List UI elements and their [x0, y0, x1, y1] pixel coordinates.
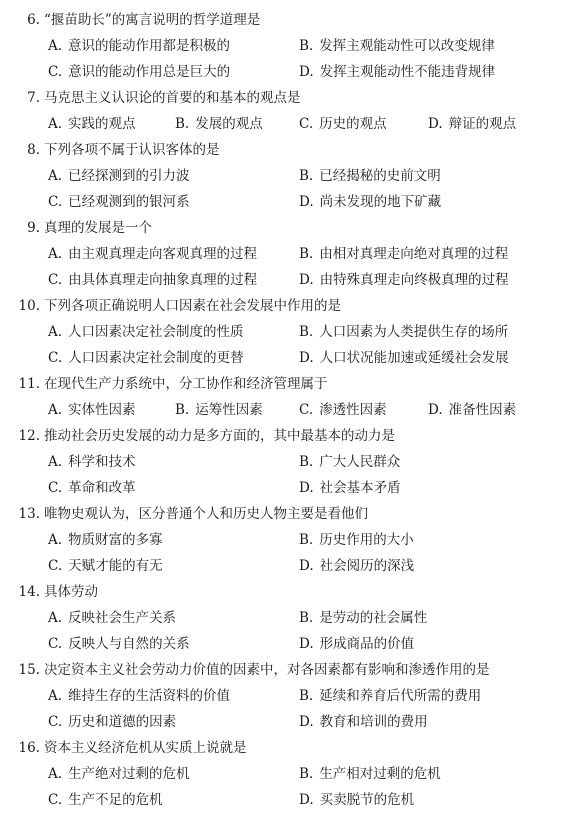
option-text: 物质财富的多寡 [68, 532, 163, 548]
option-letter: A. [48, 38, 63, 54]
answer-option[interactable] [299, 553, 414, 579]
option-letter: C. [48, 714, 63, 730]
option-letter: A. [48, 610, 63, 626]
option-letter: A. [48, 168, 63, 184]
answer-option[interactable] [299, 345, 509, 371]
question-text: 决定资本主义社会劳动力价值的因素中，对各因素都有影响和渗透作用的是 [44, 662, 490, 678]
option-letter: D. [299, 636, 314, 652]
answer-option[interactable] [48, 761, 190, 787]
option-text: 尚未发现的地下矿藏 [319, 194, 442, 210]
option-letter: D. [299, 64, 314, 80]
option-text: 发挥主观能动性可以改变规律 [319, 38, 495, 54]
question-text: 在现代生产力系统中，分工协作和经济管理属于 [44, 376, 328, 392]
option-letter: D. [299, 480, 314, 496]
answer-option[interactable] [48, 449, 136, 475]
option-text: 意识的能动作用都是积极的 [68, 38, 231, 54]
option-text: 反映社会生产关系 [68, 610, 177, 626]
option-text: 由主观真理走向客观真理的过程 [68, 246, 258, 262]
answer-option[interactable] [48, 163, 190, 189]
answer-option[interactable] [299, 527, 414, 553]
option-letter: A. [48, 246, 63, 262]
option-text: 准备性因素 [448, 402, 517, 418]
option-letter: B. [175, 402, 190, 418]
option-letter: B. [299, 766, 314, 782]
question-text: 资本主义经济危机从实质上说就是 [44, 740, 247, 756]
option-text: 教育和培训的费用 [319, 714, 428, 730]
question-stem [0, 7, 565, 33]
answer-option[interactable] [299, 709, 428, 735]
option-text: 生产不足的危机 [68, 792, 163, 808]
answer-option[interactable] [299, 267, 509, 293]
answer-option[interactable] [175, 111, 263, 137]
answer-option[interactable] [299, 163, 441, 189]
option-letter: D. [299, 558, 314, 574]
option-text: 辩证的观点 [448, 116, 517, 132]
option-letter: C. [299, 402, 314, 418]
answer-option[interactable] [175, 397, 263, 423]
option-text: 渗透性因素 [319, 402, 387, 418]
answer-option[interactable] [299, 787, 414, 813]
option-letter: A. [48, 532, 63, 548]
option-text: 革命和改革 [68, 480, 136, 496]
option-text: 维持生存的生活资料的价值 [68, 688, 231, 704]
answer-option[interactable] [299, 449, 400, 475]
option-text: 生产绝对过剩的危机 [68, 766, 190, 782]
question-text: 真理的发展是一个 [44, 220, 152, 236]
option-text: 由特殊真理走向终极真理的过程 [319, 272, 509, 288]
question-number: 13. [18, 506, 40, 522]
answer-option[interactable] [48, 189, 190, 215]
answer-option[interactable] [48, 241, 257, 267]
option-letter: A. [48, 766, 63, 782]
option-letter: C. [48, 64, 63, 80]
option-text: 发展的观点 [195, 116, 263, 132]
option-text: 社会阅历的深浅 [319, 558, 415, 574]
question-number: 8. [27, 142, 40, 158]
option-letter: B. [299, 610, 314, 626]
option-letter: C. [48, 558, 63, 574]
answer-option[interactable] [299, 683, 481, 709]
option-text: 买卖脱节的危机 [319, 792, 415, 808]
option-letter: C. [48, 636, 63, 652]
answer-option[interactable] [48, 59, 230, 85]
answer-option[interactable] [48, 605, 176, 631]
question-number: 14. [18, 584, 40, 600]
answer-option[interactable] [299, 761, 441, 787]
option-letter: D. [428, 116, 443, 132]
question-stem [0, 423, 565, 449]
question-text: 下列各项正确说明人口因素在社会发展中作用的是 [44, 298, 341, 314]
answer-option[interactable] [428, 111, 516, 137]
option-letter: B. [299, 454, 314, 470]
option-letter: B. [299, 246, 314, 262]
answer-option[interactable] [299, 475, 401, 501]
option-letter: C. [299, 116, 314, 132]
answer-option[interactable] [299, 319, 508, 345]
answer-option[interactable] [48, 527, 163, 553]
question-stem [0, 579, 565, 605]
option-letter: A. [48, 402, 63, 418]
option-text: 生产相对过剩的危机 [319, 766, 441, 782]
option-letter: A. [48, 688, 63, 704]
option-text: 实体性因素 [68, 402, 136, 418]
answer-option[interactable] [48, 553, 163, 579]
option-letter: C. [48, 792, 63, 808]
option-text: 延续和养育后代所需的费用 [319, 688, 482, 704]
answer-option[interactable] [48, 319, 244, 345]
option-text: 天赋才能的有无 [68, 558, 163, 574]
answer-option[interactable] [428, 397, 516, 423]
question-text: 具体劳动 [44, 584, 98, 600]
question-number: 12. [18, 428, 40, 444]
question-number: 9. [27, 220, 40, 236]
answer-option[interactable] [48, 397, 136, 423]
option-letter: B. [175, 116, 190, 132]
option-letter: B. [299, 688, 314, 704]
answer-option[interactable] [299, 111, 387, 137]
option-letter: D. [299, 194, 314, 210]
question-number: 7. [27, 90, 40, 106]
answer-option[interactable] [299, 59, 495, 85]
question-stem [0, 293, 565, 319]
answer-option[interactable] [48, 683, 230, 709]
answer-option[interactable] [48, 631, 190, 657]
question-text: 唯物史观认为，区分普通个人和历史人物主要是看他们 [44, 506, 368, 522]
option-letter: B. [299, 38, 314, 54]
question-text: 马克思主义认识论的首要的和基本的观点是 [44, 90, 301, 106]
question-text: “揠苗助长”的寓言说明的哲学道理是 [44, 12, 261, 28]
question-stem [0, 137, 565, 163]
option-text: 历史作用的大小 [319, 532, 414, 548]
answer-option[interactable] [299, 189, 441, 215]
answer-option[interactable] [299, 631, 414, 657]
question-number: 10. [18, 298, 40, 314]
option-text: 反映人与自然的关系 [68, 636, 190, 652]
option-letter: D. [299, 350, 314, 366]
option-text: 实践的观点 [68, 116, 136, 132]
question-number: 6. [27, 12, 40, 28]
answer-option[interactable] [299, 605, 427, 631]
option-text: 发挥主观能动性不能违背规律 [319, 64, 496, 80]
option-text: 人口因素决定社会制度的性质 [68, 324, 244, 340]
option-letter: A. [48, 116, 63, 132]
option-text: 由相对真理走向绝对真理的过程 [319, 246, 509, 262]
question-stem [0, 85, 565, 111]
option-letter: C. [48, 272, 63, 288]
option-letter: C. [48, 350, 63, 366]
option-text: 人口状况能加速或延缓社会发展 [319, 350, 509, 366]
answer-option[interactable] [48, 475, 136, 501]
answer-option[interactable] [48, 345, 244, 371]
answer-option[interactable] [48, 787, 163, 813]
answer-option[interactable] [299, 397, 387, 423]
option-text: 科学和技术 [68, 454, 136, 470]
option-letter: D. [299, 792, 314, 808]
question-text: 下列各项不属于认识客体的是 [44, 142, 220, 158]
option-letter: B. [299, 168, 314, 184]
option-letter: D. [299, 272, 314, 288]
question-number: 16. [18, 740, 40, 756]
option-text: 人口因素决定社会制度的更替 [68, 350, 244, 366]
option-letter: C. [48, 194, 63, 210]
option-text: 广大人民群众 [319, 454, 401, 470]
question-stem [0, 735, 565, 761]
option-text: 意识的能动作用总是巨大的 [68, 64, 231, 80]
option-text: 由具体真理走向抽象真理的过程 [68, 272, 258, 288]
answer-option[interactable] [299, 241, 508, 267]
question-stem [0, 657, 565, 683]
option-text: 社会基本矛盾 [319, 480, 401, 496]
answer-option[interactable] [48, 267, 257, 293]
option-text: 历史的观点 [319, 116, 387, 132]
option-text: 已经观测到的银河系 [68, 194, 190, 210]
question-stem [0, 371, 565, 397]
answer-option[interactable] [48, 709, 176, 735]
option-text: 运筹性因素 [195, 402, 263, 418]
option-letter: D. [428, 402, 443, 418]
option-letter: C. [48, 480, 63, 496]
option-letter: B. [299, 532, 314, 548]
option-letter: A. [48, 454, 63, 470]
option-text: 已经揭秘的史前文明 [319, 168, 441, 184]
option-letter: A. [48, 324, 63, 340]
option-text: 历史和道德的因素 [68, 714, 177, 730]
option-text: 人口因素为人类提供生存的场所 [319, 324, 509, 340]
option-text: 已经探测到的引力波 [68, 168, 190, 184]
question-text: 推动社会历史发展的动力是多方面的，其中最基本的动力是 [44, 428, 395, 444]
answer-option[interactable] [299, 33, 495, 59]
question-stem [0, 215, 565, 241]
answer-option[interactable] [48, 111, 136, 137]
option-letter: B. [299, 324, 314, 340]
question-number: 11. [18, 376, 40, 392]
option-text: 是劳动的社会属性 [319, 610, 428, 626]
answer-option[interactable] [48, 33, 230, 59]
question-stem [0, 501, 565, 527]
option-letter: D. [299, 714, 314, 730]
question-number: 15. [18, 662, 40, 678]
option-text: 形成商品的价值 [319, 636, 415, 652]
